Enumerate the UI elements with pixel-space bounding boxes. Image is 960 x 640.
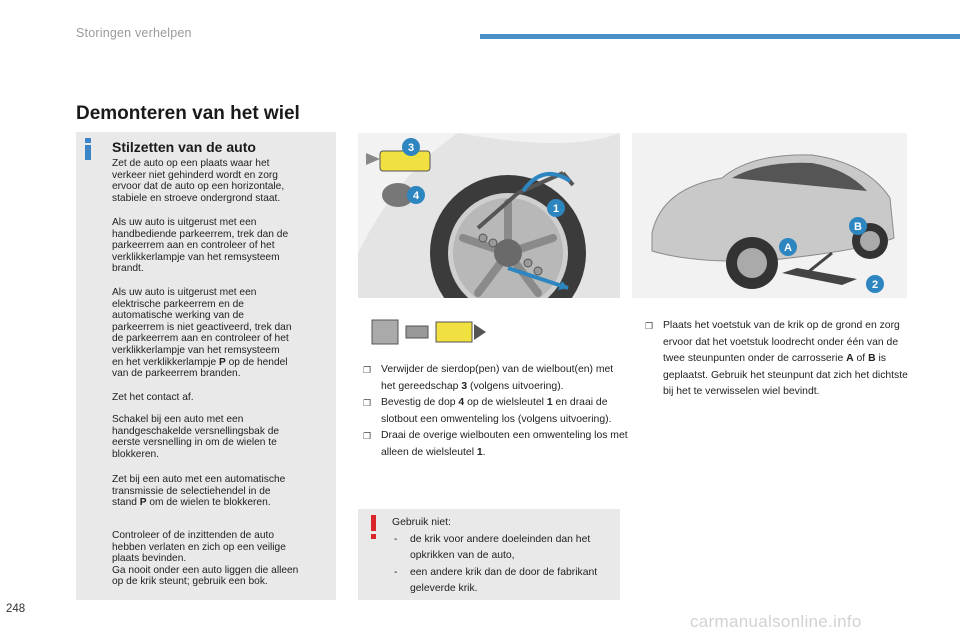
bullet-icon: ❐ xyxy=(363,398,372,408)
info-box-title: Stilzetten van de auto xyxy=(112,139,256,155)
callout-1: 1 xyxy=(552,203,560,215)
callout-4: 4 xyxy=(412,190,420,202)
callout-b: B xyxy=(854,221,862,233)
warning-item: - een andere krik dan de door de fabrikant geleverde krik. xyxy=(394,566,598,594)
section-header: Storingen verhelpen xyxy=(76,26,192,40)
page-title: Demonteren van het wiel xyxy=(76,103,300,124)
info-paragraph: Zet bij een auto met een automatische transmissie de selectiehendel in de stand P om de wielen te blokkeren. xyxy=(112,474,286,509)
bullet-icon: ❐ xyxy=(645,321,654,331)
bullet-icon: ❐ xyxy=(363,431,372,441)
warning-title: Gebruik niet: xyxy=(392,517,451,528)
bolt-tool-illustration xyxy=(370,312,490,352)
info-paragraph: Schakel bij een auto met een handgeschakelde versnellingsbak de eerste versnelling in om de wielen te blokkeren. xyxy=(112,414,280,460)
callout-a: A xyxy=(784,242,792,254)
info-paragraph: Als uw auto is uitgerust met een handbediende parkeerrem, trek dan de parkeerrem aan en controleer of het verklikkerlampje van het remsysteem brandt. xyxy=(112,217,289,275)
warning-text xyxy=(392,515,612,598)
header-accent-bar xyxy=(480,34,960,39)
bullet-icon: ❐ xyxy=(363,365,372,375)
wheel-drawing xyxy=(358,133,620,298)
step-item: ❐ Bevestig de dop 4 op de wielsleutel 1 en draai de slotbout een omwenteling los (volgens uitvoering). xyxy=(363,397,612,425)
info-box xyxy=(76,132,336,600)
page-number: 248 xyxy=(6,603,26,615)
car-step xyxy=(645,318,910,401)
wheel-illustration xyxy=(358,133,620,298)
step-item: ❐ Plaats het voetstuk van de krik op de grond en zorg ervoor dat het voetstuk loodrecht onder één van de twee steunpunten onder de carrosserie A of B is geplaatst. Gebruik het steunpunt dat zich het dichtste bij het te verwisselen wiel bevindt. xyxy=(645,320,908,397)
callout-2: 2 xyxy=(871,279,879,291)
warning-item: - de krik voor andere doeleinden dan het opkrikken van de auto, xyxy=(394,533,591,561)
step-item: ❐ Verwijder de sierdop(pen) van de wielbout(en) met het gereedschap 3 (volgens uitvoering). xyxy=(363,364,614,392)
warning-box xyxy=(358,509,620,600)
car-drawing xyxy=(632,133,907,298)
info-warning-paragraph: Controleer of de inzittenden de auto hebben verlaten en zich op een veilige plaats bevinden. Ga nooit onder een auto liggen die alleen op de krik steunt; gebruik een bok. xyxy=(112,530,299,588)
info-icon xyxy=(83,138,93,160)
callout-3: 3 xyxy=(407,142,415,154)
info-paragraph: Als uw auto is uitgerust met een elektrische parkeerrem en de automatische werking van de parkeerrem is niet geactiveerd, trek dan de parkeerrem aan en controleer of het verklikkerlampje van het remsysteem en het verklikkerlampje P op de hendel van de parkeerrem branden. xyxy=(112,287,292,380)
warning-exclamation-icon xyxy=(370,515,378,541)
step-item: ❐ Draai de overige wielbouten een omwenteling los met alleen de wielsleutel 1. xyxy=(363,430,628,458)
wheel-steps xyxy=(363,362,628,461)
info-paragraph: Zet de auto op een plaats waar het verkeer niet gehinderd wordt en zorg ervoor dat de auto op een horizontale, stabiele en stroeve ondergrond staat. xyxy=(112,158,285,204)
watermark: carmanualsonline.info xyxy=(690,612,862,631)
car-jack-illustration xyxy=(632,133,907,298)
info-paragraph: Zet het contact af. xyxy=(112,392,194,403)
